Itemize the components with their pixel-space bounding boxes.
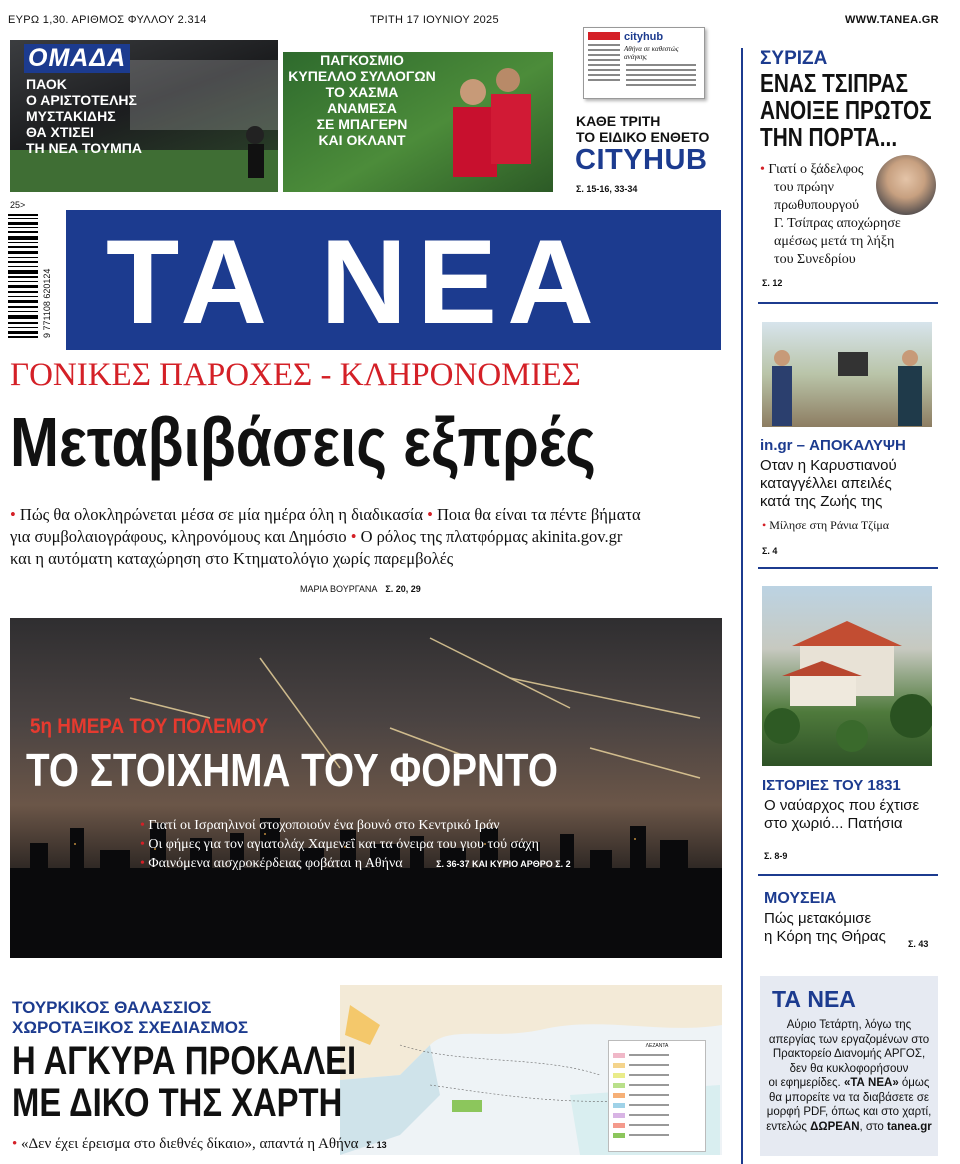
syriza-headline: ΑΝΟΙΞΕ ΠΡΩΤΟΣ	[760, 95, 932, 125]
notice-line: απεργίας των εργαζομένων στο	[768, 1033, 930, 1046]
turkey-headline: ΜΕ ΔΙΚΟ ΤΗΣ ΧΑΡΤΗ	[12, 1081, 343, 1125]
notice-line: μορφή PDF, όπως και στο χαρτί,	[766, 1106, 932, 1118]
map-legend-title: ΛΕΖΑΝΤΑ	[645, 1043, 669, 1049]
cwc-line: ΣΕ ΜΠΑΓΕΡΝ	[316, 116, 408, 132]
cityhub-line2: ΤΟ ΕΙΔΙΚΟ ΕΝΘΕΤΟ	[576, 129, 710, 145]
website[interactable]: WWW.TANEA.GR	[845, 14, 939, 26]
masthead-banner[interactable]	[66, 210, 721, 350]
syriza-pages: Σ. 12	[762, 278, 783, 288]
war-headline: ΤΟ ΣΤΟΙΧΗΜΑ ΤΟΥ ΦΟΡΝΤΟ	[26, 744, 558, 796]
notice-line: όμως	[898, 1077, 930, 1089]
notice-free: ΔΩΡΕΑΝ	[810, 1120, 860, 1133]
paok-line: ΤΗ ΝΕΑ ΤΟΥΜΠΑ	[26, 140, 143, 156]
barcode-number: 9 771108 620124	[42, 268, 52, 338]
turkey-kicker: ΧΩΡΟΤΑΞΙΚΟΣ ΣΧΕΔΙΑΣΜΟΣ	[12, 1018, 249, 1037]
lead-bullet-text: Πώς θα ολοκληρώνεται μέσα σε μία ημέρα όλη η διαδικασία	[19, 505, 423, 524]
map-legend	[608, 1040, 706, 1152]
issue-date: ΤΡΙΤΗ 17 ΙΟΥΝΙΟΥ 2025	[370, 14, 499, 26]
paok-line: ΘΑ ΧΤΙΣΕΙ	[26, 124, 94, 140]
history-tag: ΙΣΤΟΡΙΕΣ ΤΟΥ 1831	[762, 777, 901, 794]
karystianou-photo[interactable]	[762, 322, 932, 427]
column-divider	[741, 48, 743, 1164]
cityhub-line1: ΚΑΘΕ ΤΡΙΤΗ	[576, 113, 661, 129]
barcode-top: 25>	[10, 200, 26, 210]
museums-pages: Σ. 43	[908, 939, 929, 949]
war-night-sky-photo[interactable]: 5η ΗΜΕΡΑ ΤΟΥ ΠΟΛΕΜΟΥ ΤΟ ΣΤΟΙΧΗΜΑ ΤΟΥ ΦΟΡΝΤΟ • Γιατί οι Ισραηλινοί στοχοποιούν ένα βουνό στο Κεντρικό Ιράν • Οι φήμες για τον αγιατολάχ Χαμενεΐ και τα όνειρα του γιου τού σάχη • Φαινόμενα αισχροκέρδειας φοβάται η Αθήνα Σ. 36-37 ΚΑΙ ΚΥΡΙΟ ΑΡΘΡΟ Σ. 2	[10, 618, 722, 958]
bullet-icon: •	[350, 527, 357, 546]
syriza-body: του πρώην	[774, 180, 834, 195]
price-issue: ΕΥΡΩ 1,30. ΑΡΙΘΜΟΣ ΦΥΛΛΟΥ 2.314	[8, 14, 207, 26]
ingr-tag: in.gr – ΑΠΟΚΑΛΥΨΗ	[760, 437, 906, 454]
cityhub-mini-headline: Αθήνα σε καθεστώς ανάγκης	[624, 45, 679, 61]
ingr-headline: κατά της Ζωής της	[760, 493, 883, 510]
notice-line: θα μπορείτε να τα διαβάσετε σε	[768, 1091, 930, 1104]
cwc-line: ΤΟ ΧΑΣΜΑ	[325, 84, 399, 100]
syriza-body: αμέσως μετά τη λήξη	[774, 234, 895, 249]
section-divider	[758, 567, 938, 569]
barcode	[8, 200, 60, 350]
history-pages: Σ. 8-9	[764, 851, 788, 861]
museums-headline: η Κόρη της Θήρας	[764, 928, 886, 945]
cwc-line: ΚΑΙ ΟΚΛΑΝΤ	[318, 132, 406, 148]
club-world-cup-photo[interactable]	[283, 52, 553, 192]
war-kicker: 5η ΗΜΕΡΑ ΤΟΥ ΠΟΛΕΜΟΥ	[30, 715, 269, 738]
syriza-body: Γ. Τσίπρας αποχώρησε	[774, 216, 901, 231]
paok-line: ΠΑΟΚ	[26, 76, 67, 92]
war-bullet-text: Οι φήμες για τον αγιατολάχ Χαμενεΐ και τα όνειρα του γιου τού σάχη	[148, 837, 539, 852]
ingr-headline: Οταν η Καρυστιανού	[760, 457, 897, 474]
notice-brand: «ΤΑ ΝΕΑ»	[843, 1077, 899, 1089]
cityhub-brand: CITYHUB	[575, 144, 708, 176]
notice-link[interactable]: tanea.gr	[887, 1120, 932, 1133]
bullet-icon: •	[427, 505, 433, 524]
notice-line: εντελώς	[766, 1120, 811, 1133]
strike-notice-box	[760, 976, 938, 1156]
syriza-headline: ΤΗΝ ΠΟΡΤΑ...	[760, 122, 898, 152]
masthead-title: ΤΑ ΝΕΑ	[106, 215, 604, 349]
cwc-line: ΑΝΑΜΕΣΑ	[327, 100, 397, 116]
notice-title: ΤΑ ΝΕΑ	[772, 986, 856, 1012]
turkey-kicker: ΤΟΥΡΚΙΚΟΣ ΘΑΛΑΣΣΙΟΣ	[12, 998, 212, 1017]
notice-line: Πρακτορείο Διανομής ΑΡΓΟΣ,	[772, 1048, 926, 1060]
ingr-headline: καταγγέλλει απειλές	[760, 475, 892, 492]
lead-bullet-text: για συμβολαιογράφους, κληρονόμους και Δημόσιο	[10, 527, 347, 546]
syriza-body: πρωθυπουργού	[774, 198, 860, 213]
ingr-byline: Μίλησε στη Ράνια Τζίμα	[769, 518, 890, 532]
bullet-icon: •	[10, 505, 16, 524]
lead-bullet-text: Ο ρόλος της πλατφόρμας akinita.gov.gr	[360, 527, 623, 546]
cityhub-insert-thumbnail[interactable]	[583, 27, 705, 99]
lead-author: ΜΑΡΙΑ ΒΟΥΡΓΑΝΑ	[300, 584, 377, 594]
cwc-line: ΚΥΠΕΛΛΟ ΣΥΛΛΟΓΩΝ	[288, 68, 436, 84]
museums-headline: Πώς μετακόμισε	[764, 910, 872, 927]
notice-line: , στο	[859, 1120, 887, 1133]
lead-kicker: ΓΟΝΙΚΕΣ ΠΑΡΟΧΕΣ - ΚΛΗΡΟΝΟΜΙΕΣ	[10, 357, 581, 393]
syriza-body: Γιατί ο ξάδελφος	[768, 162, 864, 177]
syriza-headline: ΕΝΑΣ ΤΣΙΠΡΑΣ	[760, 68, 908, 98]
lead-bullet-text: και η αυτόματη καταχώρηση στο Κτηματολόγιο χωρίς παρεμβολές	[10, 549, 454, 568]
lead-bullet-text: Ποια θα είναι τα πέντε βήματα	[437, 505, 641, 524]
history-headline: Ο ναύαρχος που έχτισε	[764, 797, 920, 814]
war-pages: Σ. 36-37 ΚΑΙ ΚΥΡΙΟ ΑΡΘΡΟ Σ. 2	[436, 859, 571, 869]
notice-line: Αύριο Τετάρτη, λόγω της	[786, 1019, 912, 1031]
cwc-line: ΠΑΓΚΟΣΜΙΟ	[320, 52, 404, 68]
neoclassical-mansion-photo[interactable]	[762, 586, 932, 766]
syriza-tag: ΣΥΡΙΖΑ	[760, 48, 828, 69]
war-bullet-text: Γιατί οι Ισραηλινοί στοχοποιούν ένα βουνό στο Κεντρικό Ιράν	[148, 818, 500, 833]
history-headline: στο χωριό... Πατήσια	[764, 815, 903, 832]
notice-line: δεν θα κυκλοφορήσουν	[789, 1062, 909, 1075]
paok-line: Ο ΑΡΙΣΤΟΤΕΛΗΣ	[26, 92, 137, 108]
lead-pages: Σ. 20, 29	[385, 584, 421, 594]
section-divider	[758, 874, 938, 876]
lead-headline: Μεταβιβάσεις εξπρές	[10, 403, 596, 481]
ingr-pages: Σ. 4	[762, 546, 778, 556]
syriza-body: του Συνεδρίου	[774, 252, 856, 267]
turkey-quote: «Δεν έχει έρεισμα στο διεθνές δίκαιο», απαντά η Αθήνα	[21, 1136, 359, 1152]
paok-line: ΜΥΣΤΑΚΙΔΗΣ	[26, 108, 116, 124]
omada-tag: ΟΜΑΔΑ	[24, 44, 130, 73]
paok-stadium-photo[interactable]	[10, 40, 278, 192]
section-divider	[758, 302, 938, 304]
turkey-pages: Σ. 13	[366, 1140, 387, 1150]
cityhub-pages: Σ. 15-16, 33-34	[576, 184, 638, 194]
notice-line: οι εφημερίδες.	[768, 1077, 841, 1089]
cityhub-mini-logo: cityhub	[624, 31, 664, 43]
war-bullet-text: Φαινόμενα αισχροκέρδειας φοβάται η Αθήνα	[148, 856, 403, 871]
museums-tag: ΜΟΥΣΕΙΑ	[764, 890, 837, 907]
turkey-headline: Η ΑΓΚΥΡΑ ΠΡΟΚΑΛΕΙ	[12, 1039, 357, 1083]
